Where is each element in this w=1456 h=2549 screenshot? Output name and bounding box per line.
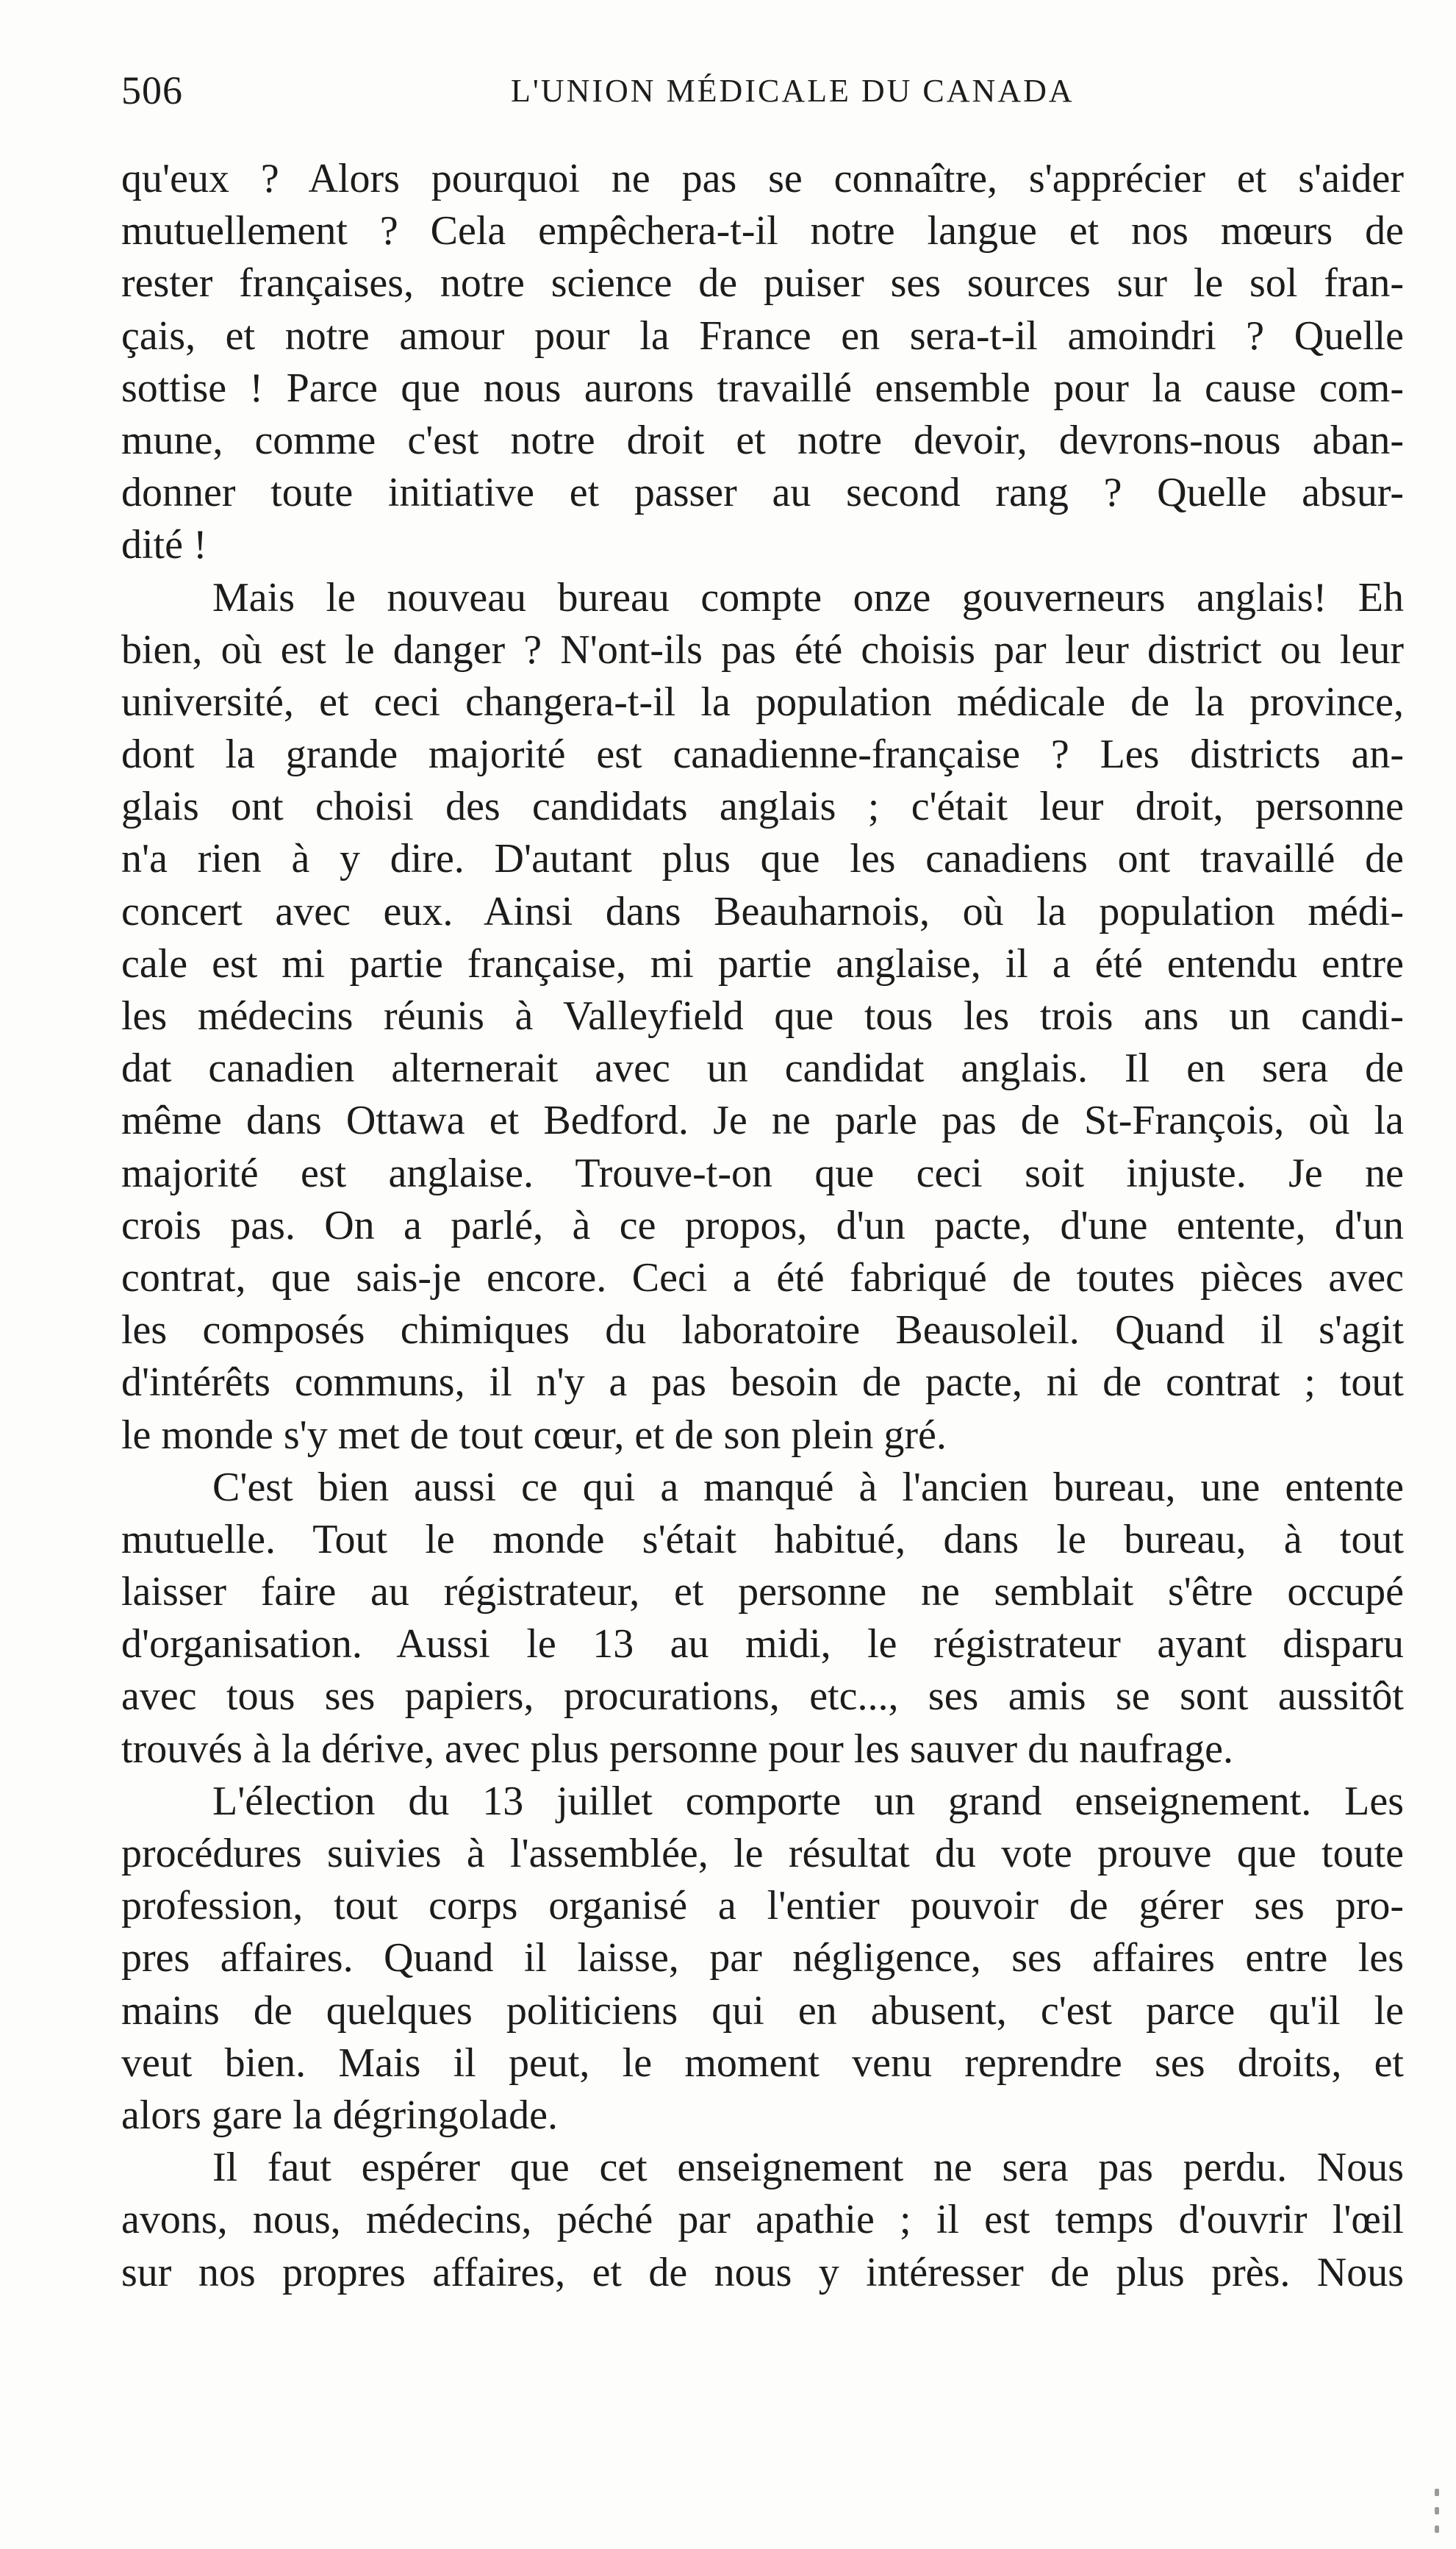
text-line: avec tous ses papiers, procurations, etc..., ses amis se sont aussitôt xyxy=(121,1673,1404,1720)
text-line: sur nos propres affaires, et de nous y intéresser de plus près. Nous xyxy=(121,2249,1404,2295)
text-line: rester françaises, notre science de puiser ses sources sur le sol fran- xyxy=(121,260,1404,307)
text-line: le monde s'y met de tout cœur, et de son plein gré. xyxy=(121,1412,947,1458)
text-line: même dans Ottawa et Bedford. Je ne parle pas de St-François, où la xyxy=(121,1098,1404,1144)
text-line: n'a rien à y dire. D'autant plus que les canadiens ont travaillé de xyxy=(121,836,1404,882)
text-line: procédures suivies à l'assemblée, le résultat du vote prouve que toute xyxy=(121,1831,1404,1876)
text-line: dat canadien alternerait avec un candidat anglais. Il en sera de xyxy=(121,1045,1404,1092)
text-line: d'intérêts communs, il n'y a pas besoin de pacte, ni de contrat ; tout xyxy=(121,1359,1404,1406)
text-line: glais ont choisi des candidats anglais ; c'était leur droit, personne xyxy=(121,784,1404,830)
scan-edge-mark xyxy=(1435,2507,1439,2514)
text-line: université, et ceci changera-t-il la population médicale de la province, xyxy=(121,679,1404,725)
text-line: pres affaires. Quand il laisse, par négligence, ses affaires entre les xyxy=(121,1935,1404,1981)
text-line: dont la grande majorité est canadienne-française ? Les districts an- xyxy=(121,732,1404,778)
text-line: mune, comme c'est notre droit et notre devoir, devrons-nous aban- xyxy=(121,417,1404,463)
text-line: veut bien. Mais il peut, le moment venu reprendre ses droits, et xyxy=(121,2039,1404,2086)
text-line: Mais le nouveau bureau compte onze gouverneurs anglais! Eh xyxy=(212,574,1404,621)
text-line: les composés chimiques du laboratoire Beausoleil. Quand il s'agit xyxy=(121,1307,1404,1354)
page-number: 506 xyxy=(121,68,183,112)
text-line: mutuellement ? Cela empêchera-t-il notre langue et nos mœurs de xyxy=(121,208,1404,254)
text-line: d'organisation. Aussi le 13 au midi, le régistrateur ayant disparu xyxy=(121,1621,1404,1667)
scan-edge-mark xyxy=(1435,2489,1439,2496)
running-head xyxy=(121,68,1415,119)
text-line: sottise ! Parce que nous aurons travaillé ensemble pour la cause com- xyxy=(121,365,1404,411)
article-body xyxy=(121,153,1404,2299)
text-line: bien, où est le danger ? N'ont-ils pas été choisis par leur district ou leur xyxy=(121,626,1404,673)
text-line: majorité est anglaise. Trouve-t-on que ceci soit injuste. Je ne xyxy=(121,1150,1404,1196)
text-line: çais, et notre amour pour la France en sera-t-il amoindri ? Quelle xyxy=(121,312,1404,359)
text-line: les médecins réunis à Valleyfield que tous les trois ans un candi- xyxy=(121,993,1404,1039)
text-line: contrat, que sais-je encore. Ceci a été fabriqué de toutes pièces avec xyxy=(121,1254,1404,1301)
text-line: alors gare la dégringolade. xyxy=(121,2092,558,2138)
text-line: trouvés à la dérive, avec plus personne pour les sauver du naufrage. xyxy=(121,1726,1233,1772)
text-line: laisser faire au régistrateur, et personne ne semblait s'être occupé xyxy=(121,1569,1404,1615)
text-line: mains de quelques politiciens qui en abusent, c'est parce qu'il le xyxy=(121,1987,1404,2034)
text-line: cale est mi partie française, mi partie anglaise, il a été entendu entre xyxy=(121,940,1404,987)
text-line: Il faut espérer que cet enseignement ne sera pas perdu. Nous xyxy=(212,2145,1404,2191)
text-line: crois pas. On a parlé, à ce propos, d'un pacte, d'une entente, d'un xyxy=(121,1202,1404,1248)
journal-title: L'UNION MÉDICALE DU CANADA xyxy=(511,73,1075,109)
text-line: qu'eux ? Alors pourquoi ne pas se connaître, s'apprécier et s'aider xyxy=(121,156,1404,201)
text-line: avons, nous, médecins, péché par apathie ; il est temps d'ouvrir l'œil xyxy=(121,2197,1404,2243)
text-line: donner toute initiative et passer au second rang ? Quelle absur- xyxy=(121,470,1404,516)
text-line: dité ! xyxy=(121,522,207,568)
text-line: mutuelle. Tout le monde s'était habitué, dans le bureau, à tout xyxy=(121,1516,1404,1562)
text-line: profession, tout corps organisé a l'entier pouvoir de gérer ses pro- xyxy=(121,1883,1404,1929)
text-line: L'élection du 13 juillet comporte un grand enseignement. Les xyxy=(212,1778,1404,1824)
text-line: C'est bien aussi ce qui a manqué à l'ancien bureau, une entente xyxy=(212,1464,1404,1510)
scan-edge-mark xyxy=(1435,2525,1439,2533)
text-line: concert avec eux. Ainsi dans Beauharnois, où la population médi- xyxy=(121,888,1404,934)
